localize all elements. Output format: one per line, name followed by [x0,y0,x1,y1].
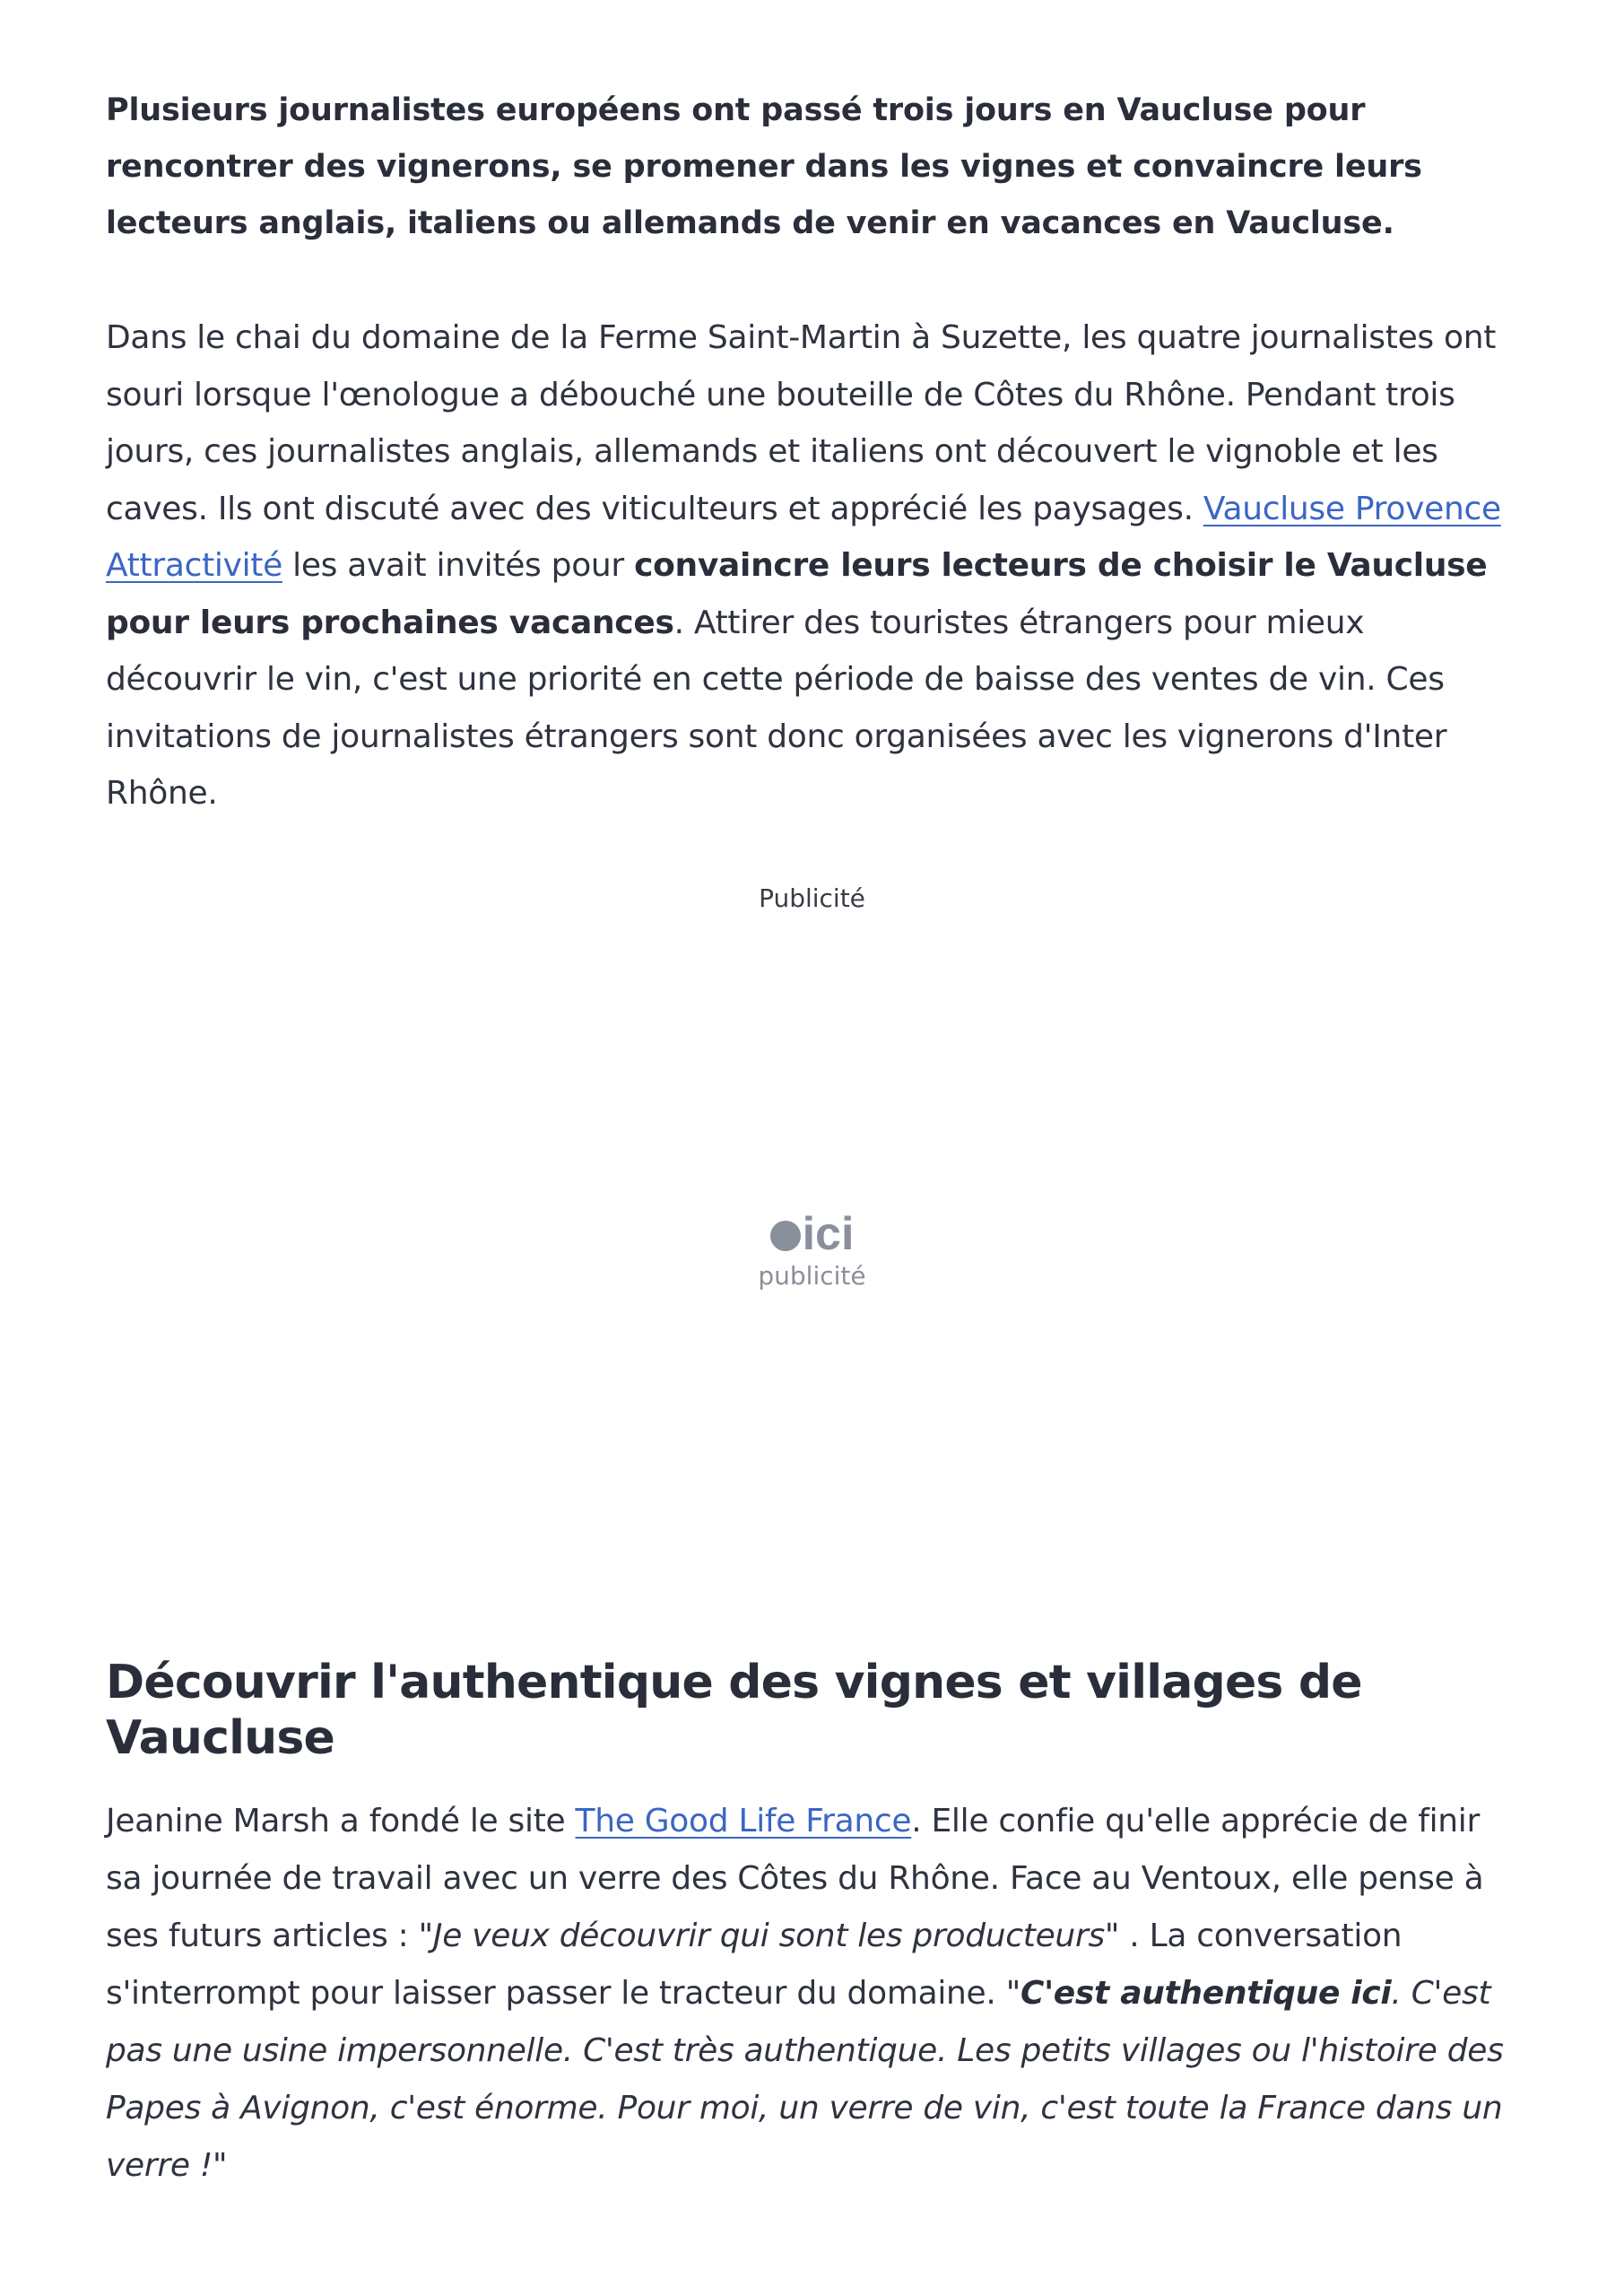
ad-label: Publicité [759,883,865,913]
ici-logo [770,1208,855,1260]
quote-italic: . C'est pas une usine impersonnelle. C'est très authentique. Les petits villages ou l'histoire des Papes à Avignon, c'est énorme. Pour moi, un verre de vin, c'est toute la France dans un verre ! [106,1975,1504,2184]
ad-placeholder[interactable] [0,1208,1624,1291]
paragraph-text: . Attirer des touristes étrangers pour mieux découvrir le vin, c'est une priorité en cette période de baisse des ventes de vin. Ces invitations de journalistes étrangers sont donc organisées avec les vignerons d'Inter Rhône. [106,604,1447,812]
paragraph-text: . Elle confie qu'elle apprécie de finir sa journée de travail avec un verre des Côtes du Rhône. Face au Ventoux, elle pense à ses futurs articles : " [106,1803,1484,1954]
section-heading: Découvrir l'authentique des vignes et villages de Vaucluse [106,1656,1362,1765]
vaucluse-provence-attractivite-link[interactable]: Vaucluse Provence Attractivité [106,490,1501,584]
ad-logo-subtitle: publicité [758,1261,866,1291]
quote-bold-italic: C'est authentique ici [1020,1975,1392,2012]
the-good-life-france-link[interactable]: The Good Life France [575,1803,912,1839]
paragraph-text: les avait invités pour [282,547,635,584]
paragraph-text: Dans le chai du domaine de la Ferme Saint-Martin à Suzette, les quatre journalistes ont souri lorsque l'œnologue a débouché une bouteille de Côtes du Rhône. Pendant trois jours, ces journalistes anglais, allemands et italiens ont découvert le vignoble et les caves. Ils ont discuté avec des viticulteurs et apprécié les paysages. [106,319,1497,527]
quote-italic: Je veux découvrir qui sont les producteurs [432,1918,1105,1954]
article-intro [106,83,1523,822]
paragraph-text: " [212,2147,228,2184]
paragraph-text: Jeanine Marsh a fondé le site [106,1803,576,1839]
section-paragraph [106,1793,1523,2195]
article-section [106,1655,1523,2195]
article-paragraph [106,309,1523,822]
article-lead: Plusieurs journalistes européens ont passé trois jours en Vaucluse pour rencontrer des vignerons, se promener dans les vignes et convaincre leurs lecteurs anglais, italiens ou allemands de venir en vacances en Vaucluse. [106,92,1422,241]
paragraph-bold-text: convaincre leurs lecteurs de choisir le Vaucluse pour leurs prochaines vacances [106,547,1488,641]
ici-logo-icon [770,1221,801,1251]
ici-logo-text: ici [802,1208,855,1260]
paragraph-text: " . La conversation s'interrompt pour laisser passer le tracteur du domaine. " [106,1918,1403,2012]
